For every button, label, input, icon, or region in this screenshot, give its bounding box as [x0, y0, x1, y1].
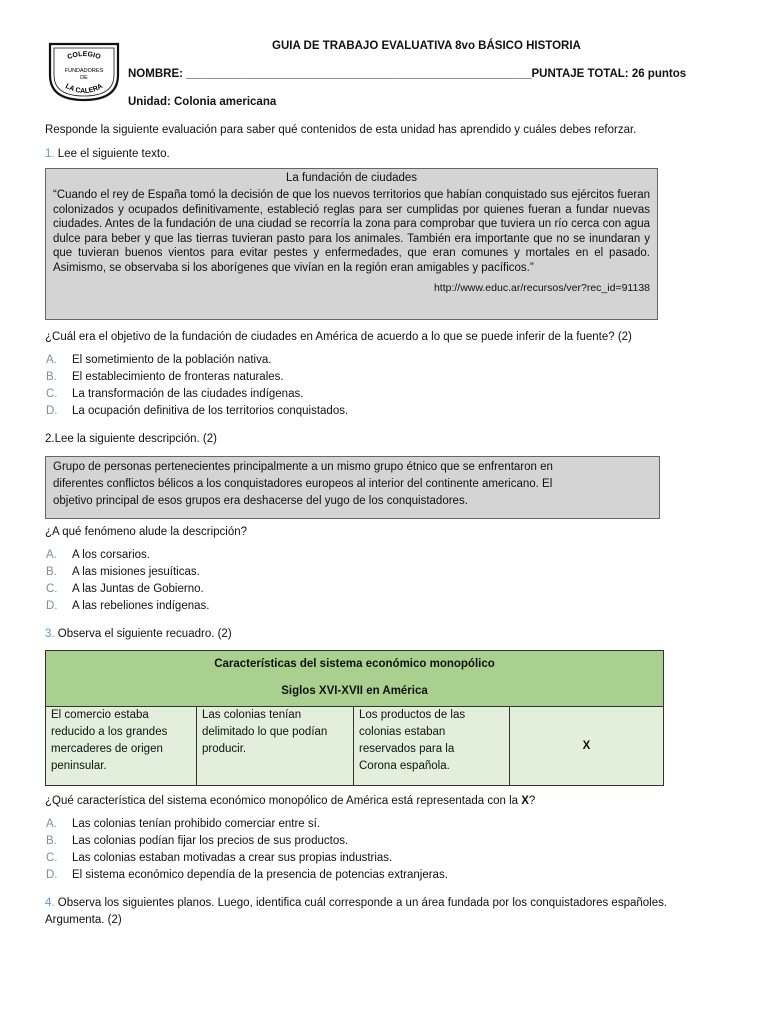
- table-cell-x: X: [510, 707, 664, 786]
- school-logo: [47, 41, 121, 103]
- logo-middle-text-2: DE: [80, 75, 88, 81]
- q2-question: ¿A qué fenómeno alude la descripción?: [45, 526, 248, 538]
- q2-description-box: [45, 456, 660, 519]
- cell-line: Las colonias tenían: [202, 709, 302, 721]
- q1-options: [46, 352, 348, 420]
- option-letter: D.: [46, 600, 58, 612]
- table-title-1: Características del sistema económico monopólico: [214, 658, 495, 670]
- cell-line: delimitado lo que podían: [202, 726, 328, 738]
- cell-line: reservados para la: [359, 743, 455, 755]
- q3-question-pre: ¿Qué característica del sistema económico monopólico de América está representada con la: [45, 795, 522, 807]
- q4-instruction: [45, 897, 667, 909]
- table-title-2: Siglos XVI-XVII en América: [281, 685, 428, 697]
- q3-instruction: [45, 628, 232, 640]
- q2-box-line: objetivo principal de esos grupos era deshacerse del yugo de los conquistadores.: [53, 495, 468, 507]
- table-cell-2: [197, 707, 354, 786]
- option-text: Las colonias estaban motivadas a crear sus propias industrias.: [72, 852, 393, 864]
- option-text: La ocupación definitiva de los territorios conquistados.: [72, 405, 349, 417]
- option-text: El sistema económico dependía de la presencia de potencias extranjeras.: [72, 869, 448, 881]
- q4-number: 4.: [45, 897, 55, 909]
- q2-instruction: 2.Lee la siguiente descripción. (2): [45, 433, 217, 445]
- table-cell-1: [46, 707, 197, 786]
- unit-label: Unidad: Colonia americana: [128, 96, 277, 108]
- logo-top-text: COLEGIO: [66, 50, 102, 62]
- cell-line: Los productos de las: [359, 709, 466, 721]
- option-text: A los corsarios.: [72, 549, 150, 561]
- cell-line: mercaderes de origen: [51, 743, 163, 755]
- q3-option-c[interactable]: [46, 850, 448, 867]
- q3-options: [46, 816, 448, 884]
- option-letter: D.: [46, 869, 58, 881]
- logo-bottom-text: LA CALERA: [64, 82, 104, 96]
- cell-line: peninsular.: [51, 760, 107, 772]
- option-letter: A.: [46, 549, 57, 561]
- q3-option-a[interactable]: [46, 816, 448, 833]
- table-cell-3: [354, 707, 510, 786]
- q2-option-c[interactable]: [46, 581, 209, 598]
- cell-line: El comercio estaba: [51, 709, 149, 721]
- option-text: El establecimiento de fronteras naturales.: [72, 371, 284, 383]
- q2-box-line: Grupo de personas pertenecientes principalmente a un mismo grupo étnico que se enfrentaron en: [53, 461, 553, 473]
- q1-option-d[interactable]: [46, 403, 348, 420]
- q4-instruction-text: Observa los siguientes planos. Luego, identifica cuál corresponde a un área fundada por los conquistadores españoles.: [54, 897, 668, 909]
- q1-box-text: “Cuando el rey de España tomó la decisión de que los nuevos territorios que habían conquistado sus ejércitos fueran colonizados y ocupados definitivamente, estableció reglas para ser cumplidas por quienes fueran a fundar nuevas ciudades. Antes de la fundación de una ciudad se recorría la zona para comprobar que tuviera un río cerca con agua dulce para beber y que las tierras tuvieran pasto para los animales. También era importante que no se inundaran y que tuvieran buenos vientos para evitar pestes y enfermedades, que eran comunes y mortales en el pasado. Asimismo, se observaba si los aborígenes que vivían en la región eran amigables y pacíficos.”: [53, 189, 650, 274]
- option-text: El sometimiento de la población nativa.: [72, 354, 272, 366]
- q3-option-d[interactable]: [46, 867, 448, 884]
- table-header: [46, 651, 664, 707]
- cell-line: reducido a los grandes: [51, 726, 168, 738]
- q4-instruction-2: Argumenta. (2): [45, 914, 122, 926]
- q1-option-c[interactable]: [46, 386, 348, 403]
- q2-option-d[interactable]: [46, 598, 209, 615]
- option-text: A las misiones jesuíticas.: [72, 566, 200, 578]
- q1-instruction: [45, 148, 170, 160]
- option-text: Las colonias podían fijar los precios de sus productos.: [72, 835, 349, 847]
- q1-number: 1.: [45, 148, 55, 160]
- q1-source-url: http://www.educ.ar/recursos/ver?rec_id=91138: [433, 281, 650, 294]
- option-letter: D.: [46, 405, 58, 417]
- cell-line: producir.: [202, 743, 247, 755]
- option-letter: B.: [46, 835, 57, 847]
- q1-box-title: La fundación de ciudades: [285, 172, 418, 184]
- q2-option-b[interactable]: [46, 564, 209, 581]
- q3-number: 3.: [45, 628, 55, 640]
- option-letter: A.: [46, 818, 57, 830]
- option-letter: C.: [46, 852, 58, 864]
- option-letter: C.: [46, 388, 58, 400]
- option-letter: B.: [46, 566, 57, 578]
- name-score-row: [128, 68, 686, 80]
- name-field-label[interactable]: NOMBRE: ______________________________________________________: [128, 68, 532, 80]
- monopoly-table: [45, 650, 664, 786]
- intro-text: Responde la siguiente evaluación para saber qué contenidos de esta unidad has aprendido y cuáles debes reforzar.: [45, 124, 637, 136]
- q1-option-a[interactable]: [46, 352, 348, 369]
- option-text: Las colonias tenían prohibido comerciar entre sí.: [72, 818, 321, 830]
- option-letter: B.: [46, 371, 57, 383]
- q3-question: [45, 795, 535, 807]
- logo-middle-text-1: FUNDADORES: [64, 68, 104, 74]
- q2-box-line: diferentes conflictos bélicos a los conquistadores europeos al interior del continente americano. El: [53, 478, 553, 490]
- q2-option-a[interactable]: [46, 547, 209, 564]
- q3-question-x: X: [521, 795, 529, 807]
- q1-question: ¿Cuál era el objetivo de la fundación de ciudades en América de acuerdo a lo que se puede inferir de la fuente? (2): [45, 331, 632, 343]
- option-text: A las rebeliones indígenas.: [72, 600, 210, 612]
- option-text: La transformación de las ciudades indígenas.: [72, 388, 304, 400]
- q3-instruction-text: Observa el siguiente recuadro. (2): [54, 628, 232, 640]
- q2-options: [46, 547, 209, 615]
- document-title: GUIA DE TRABAJO EVALUATIVA 8vo BÁSICO HISTORIA: [272, 40, 581, 52]
- q3-question-post: ?: [528, 795, 536, 807]
- option-text: A las Juntas de Gobierno.: [72, 583, 204, 595]
- q3-option-b[interactable]: [46, 833, 448, 850]
- q1-option-b[interactable]: [46, 369, 348, 386]
- q1-source-box: [45, 168, 658, 320]
- total-score: PUNTAJE TOTAL: 26 puntos: [531, 68, 687, 80]
- option-letter: A.: [46, 354, 57, 366]
- cell-line: colonias estaban: [359, 726, 446, 738]
- q1-instruction-text: Lee el siguiente texto.: [54, 148, 170, 160]
- cell-line: Corona española.: [359, 760, 450, 772]
- option-letter: C.: [46, 583, 58, 595]
